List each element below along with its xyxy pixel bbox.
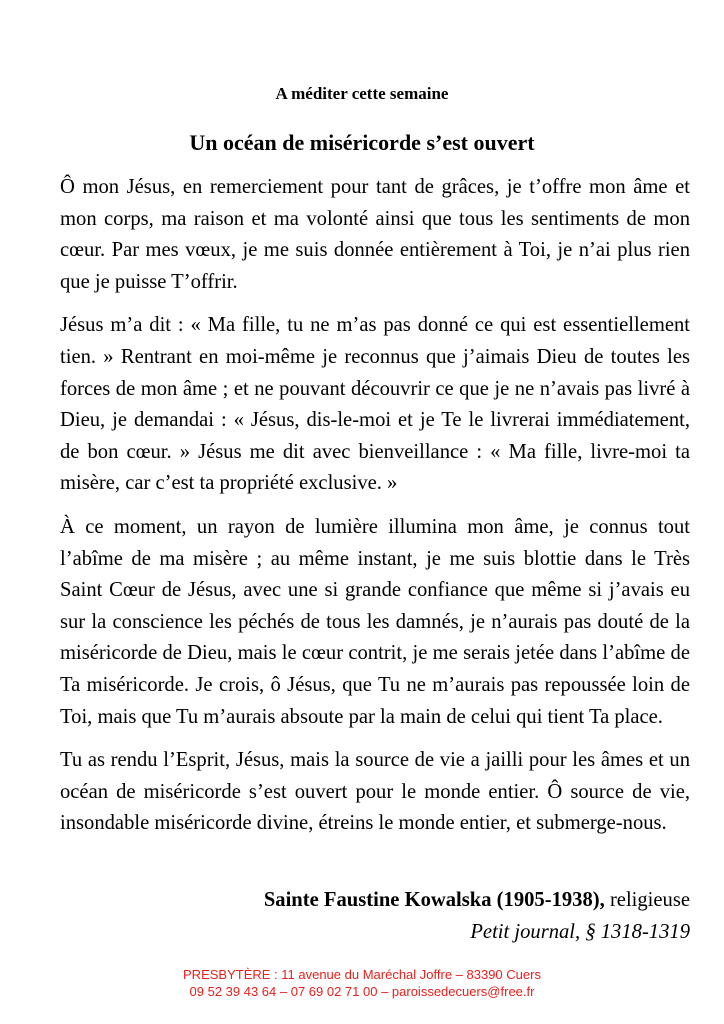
footer-address: PRESBYTÈRE : 11 avenue du Maréchal Joffre – 83390 Cuers xyxy=(183,967,541,982)
section-kicker: A méditer cette semaine xyxy=(275,84,449,103)
page-title: Un océan de miséricorde s’est ouvert xyxy=(189,130,535,155)
footer xyxy=(0,966,724,1000)
paragraph-4: Tu as rendu l’Esprit, Jésus, mais la source de vie a jailli pour les âmes et un océan de miséricorde s’est ouvert pour le monde entier. Ô source de vie, insondable miséricorde divine, étreins le monde entier, et submerge-nous. xyxy=(60,749,690,835)
author-name: Sainte Faustine Kowalska (1905-1938), xyxy=(263,889,605,911)
footer-contact: 09 52 39 43 64 – 07 69 02 71 00 – paroissedecuers@free.fr xyxy=(189,984,535,999)
body-text xyxy=(60,172,690,852)
paragraph-2: Jésus m’a dit : « Ma fille, tu ne m’as pas donné ce qui est essentiellement tien. » Rentrant en moi-même je reconnus que j’aimais Dieu de toutes les forces de mon âme ; et ne pouvant découvrir ce que je ne n’avais pas livré à Dieu, je demandai : « Jésus, dis-le-moi et je Te le livrerai immédiatement, de bon cœur. » Jésus me dit avec bienveillance : « Ma fille, livre-moi ta misère, car c’est ta propriété exclusive. » xyxy=(60,314,690,495)
paragraph-1: Ô mon Jésus, en remerciement pour tant de grâces, je t’offre mon âme et mon corps, ma raison et ma volonté ainsi que tous les sentiments de mon cœur. Par mes vœux, je me suis donnée entièrement à Toi, je n’ai plus rien que je puisse T’offrir. xyxy=(60,176,690,293)
author-role: religieuse xyxy=(604,889,690,911)
source-reference: Petit journal, § 1318-1319 xyxy=(470,920,690,943)
signature-block xyxy=(60,885,690,948)
paragraph-3: À ce moment, un rayon de lumière illumina mon âme, je connus tout l’abîme de ma misère ; au même instant, je me suis blottie dans le Très Saint Cœur de Jésus, avec une si grande confiance que même si j’avais eu sur la conscience les péchés de tous les damnés, je n’aurais pas douté de la miséricorde de Dieu, mais le cœur contrit, je me serais jetée dans l’abîme de Ta miséricorde. Je crois, ô Jésus, que Tu ne m’aurais pas repoussée loin de Toi, mais que Tu m’aurais absoute par la main de celui qui tient Ta place. xyxy=(60,515,690,728)
